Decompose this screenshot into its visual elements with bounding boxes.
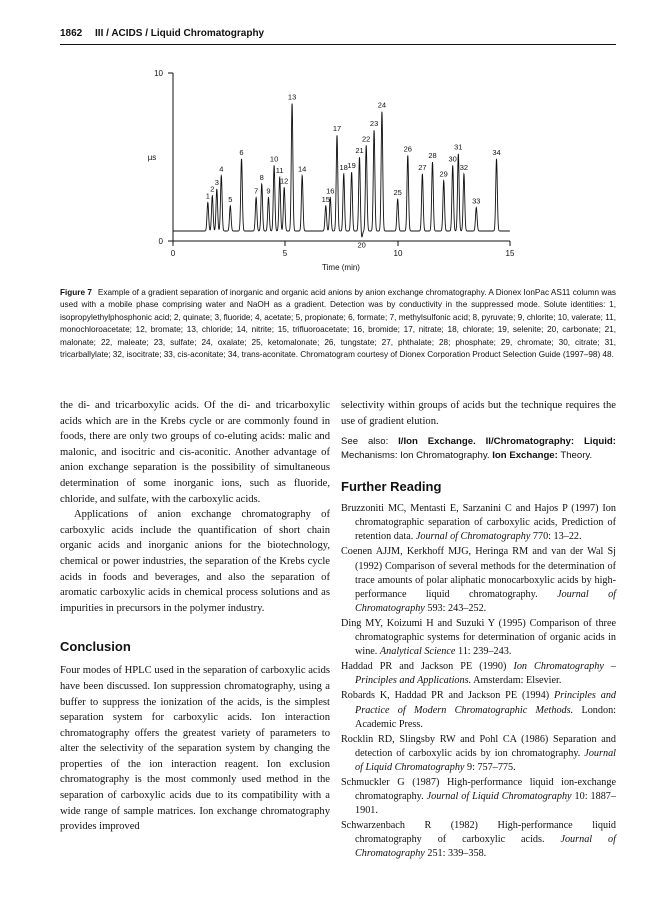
peak-label-1: 1 bbox=[205, 191, 210, 201]
see-also-prefix: See also: bbox=[341, 436, 389, 448]
peak-label-14: 14 bbox=[298, 164, 307, 174]
peak-label-25: 25 bbox=[393, 188, 402, 198]
y-tick-label-10: 10 bbox=[154, 69, 163, 78]
peak-label-5: 5 bbox=[228, 194, 233, 204]
peak-label-32: 32 bbox=[459, 162, 469, 172]
left-column bbox=[60, 398, 330, 835]
running-title: III / ACIDS / Liquid Chromatography bbox=[95, 28, 265, 39]
peak-label-30: 30 bbox=[448, 154, 457, 164]
peak-label-18: 18 bbox=[339, 162, 348, 172]
x-tick-label-10: 10 bbox=[393, 249, 403, 258]
peak-label-12: 12 bbox=[280, 176, 289, 186]
x-tick-label-15: 15 bbox=[505, 249, 515, 258]
paragraph-1: the di- and tricarboxylic acids. Of the di- and tricarboxylic acids which are in the Krebs cycle or are commonly found in foods, there are only two groups of co-eluting acids: malic and malonic, and isocitric and cis-aconitic. Another advantage of anion exchange separation is the possibility of simultaneous determination of some inorganic ions, such as fluoride, chloride, and sulfate, with the carboxylic acids. bbox=[60, 400, 330, 505]
peak-label-6: 6 bbox=[239, 147, 244, 157]
peak-label-26: 26 bbox=[403, 144, 412, 154]
peak-label-11: 11 bbox=[275, 166, 284, 176]
peak-label-31: 31 bbox=[454, 142, 463, 152]
peak-label-7: 7 bbox=[254, 186, 259, 196]
peak-label-22: 22 bbox=[362, 134, 371, 144]
header-rule bbox=[60, 44, 616, 45]
peak-label-4: 4 bbox=[219, 164, 224, 174]
peak-label-9: 9 bbox=[266, 186, 271, 196]
x-tick-label-5: 5 bbox=[282, 249, 288, 258]
x-axis-label: Time (min) bbox=[322, 263, 360, 272]
peak-label-23: 23 bbox=[369, 119, 379, 129]
reference-item: Schwarzenbach R (1982) High-performance liquid chromatography of carboxylic acids. Journal of Chromatography 251: 339–358. bbox=[341, 820, 616, 860]
peak-label-34: 34 bbox=[492, 147, 501, 157]
x-tick-label-0: 0 bbox=[170, 249, 176, 258]
figure-caption bbox=[60, 287, 616, 361]
paragraph-2: Applications of anion exchange chromatography of carboxylic acids include the quantification of short chain organic acids and inorganic anions for the biotechnology, chemical or power industries, the separation of the Krebs cycle acids in foods and beverages, and also the separation of aromatic carboxylic acids in chemical process solutions and as impurities in precursors in the polymer industry. bbox=[60, 509, 330, 614]
reference-item: Ding MY, Koizumi H and Suzuki Y (1995) Comparison of three chromatographic systems for determination of organic acids in wine. Analytical Science 11: 239–243. bbox=[341, 617, 616, 658]
see-also-end: Theory. bbox=[560, 450, 593, 462]
peak-label-15: 15 bbox=[321, 194, 330, 204]
peak-label-33: 33 bbox=[472, 196, 481, 206]
peak-label-29: 29 bbox=[439, 169, 448, 179]
reference-item: Coenen AJJM, Kerkhoff MJG, Heringa RM and van der Wal Sj (1992) Comparison of several methods for the determination of trace amounts of polar aliphatic monocarboxylic acids by high-performance liquid chromatography. Journal of Chromatography 593: 243–252. bbox=[341, 546, 617, 614]
see-also-link-3[interactable]: Ion Exchange: bbox=[492, 450, 558, 462]
see-also-link-1[interactable]: I/Ion Exchange. II/Chromatography: Liquid: bbox=[398, 436, 616, 448]
page-number: 1862 bbox=[60, 28, 83, 39]
reference-item: Haddad PR and Jackson PE (1990) Ion Chromatography – Principles and Applications. Amsterdam: Elsevier. bbox=[341, 661, 617, 687]
peak-label-19: 19 bbox=[347, 161, 356, 171]
y-axis-label: µs bbox=[147, 153, 157, 162]
paragraph-continued: selectivity within groups of acids but the technique requires the use of gradient elution. bbox=[341, 400, 616, 427]
peak-label-3: 3 bbox=[214, 178, 219, 187]
peak-label-24: 24 bbox=[377, 100, 387, 110]
reference-item: Rocklin RD, Slingsby RW and Pohl CA (1986) Separation and detection of carboxylic acids by ion chromatography. Journal of Liquid Chromatography 9: 757–775. bbox=[341, 733, 616, 773]
peak-label-17: 17 bbox=[332, 124, 342, 134]
peak-label-13: 13 bbox=[287, 92, 297, 102]
y-tick-label-0: 0 bbox=[158, 237, 163, 246]
conclusion-heading: Conclusion bbox=[60, 639, 131, 655]
peak-label-20: 20 bbox=[357, 240, 366, 250]
peak-label-21: 21 bbox=[355, 146, 364, 156]
reference-item: Bruzzoniti MC, Mentasti E, Sarzanini C and Hajos P (1997) Ion chromatographic separation of carboxylic acids, Prediction of retention data. Journal of Chromatography 770: 13–22. bbox=[341, 503, 616, 543]
peak-label-28: 28 bbox=[428, 151, 437, 161]
see-also bbox=[341, 435, 616, 463]
figure-label: Figure 7 bbox=[60, 288, 92, 297]
peak-label-27: 27 bbox=[418, 162, 427, 172]
peak-label-8: 8 bbox=[259, 173, 264, 182]
further-reading-heading: Further Reading bbox=[341, 479, 442, 495]
running-header bbox=[60, 28, 620, 39]
right-column bbox=[341, 398, 616, 863]
figure-caption-text: Example of a gradient separation of inorganic and organic acid anions by anion exchange chromatography. A Dionex IonPac AS11 column was used with a mobile phase comprising water and NaOH as a gradient. Detection was by conductivity in the suppressed mode. Solute identities: 1, isopropylethylphosphonic acid; 2, quinate; 3, fluoride; 4, acetate; 5, propionate; 6, formate; 7, methylsulfonic acid; 8, pyruvate; 9, chlorite; 10, valerate; 11, monochloroacetate; 12, bromate; 13, chloride; 14, nitrite; 15, trifluoroacetate; 16, bromide; 17, nitrate; 18, chlorate; 19, selenite; 20, carbonate; 21, malonate; 22, maleate; 23, sulfate; 24, oxalate; 25, ketomalonate; 26, tungstate; 27, phthalate; 28; phosphate; 29, chromate; 30, citrate; 31, tricarballylate; 32, isocitrate; 33, cis-aconitate; 34, trans-aconitate. Chromatogram courtesy of Dionex Corporation Product Selection Guide (1997–98) 48. bbox=[60, 288, 616, 360]
peak-label-10: 10 bbox=[269, 154, 279, 164]
see-also-link-2[interactable]: Mechanisms: Ion Chromatography. bbox=[341, 450, 490, 462]
chromatogram-chart bbox=[0, 55, 668, 280]
reference-item: Schmuckler G (1987) High-performance liquid ion-exchange chromatography. Journal of Liquid Chromatography 10: 1887–1901. bbox=[341, 776, 616, 817]
peak-label-2: 2 bbox=[210, 184, 215, 194]
reference-item: Robards K, Haddad PR and Jackson PE (1994) Principles and Practice of Modern Chromatographic Methods. London: Academic Press. bbox=[341, 690, 617, 730]
paragraph-conclusion: Four modes of HPLC used in the separation of carboxylic acids have been discussed. Ion suppression chromatography, using a buffer to suppress the ionization of the acids, is the simplest separation system for carboxylic acids. Ion interaction chromatography offers the greatest variety of parameters to alter the selectivity of the separation system by changing the properties of the ion interaction reagent. Ion exclusion chromatography is the most commonly used method in the separation of carboxylic acids due to its compatibility with a wide range of sample matrices. Ion exchange chromatography provides improved bbox=[60, 665, 330, 833]
peak-label-16: 16 bbox=[326, 186, 335, 196]
reference-list bbox=[341, 502, 616, 861]
